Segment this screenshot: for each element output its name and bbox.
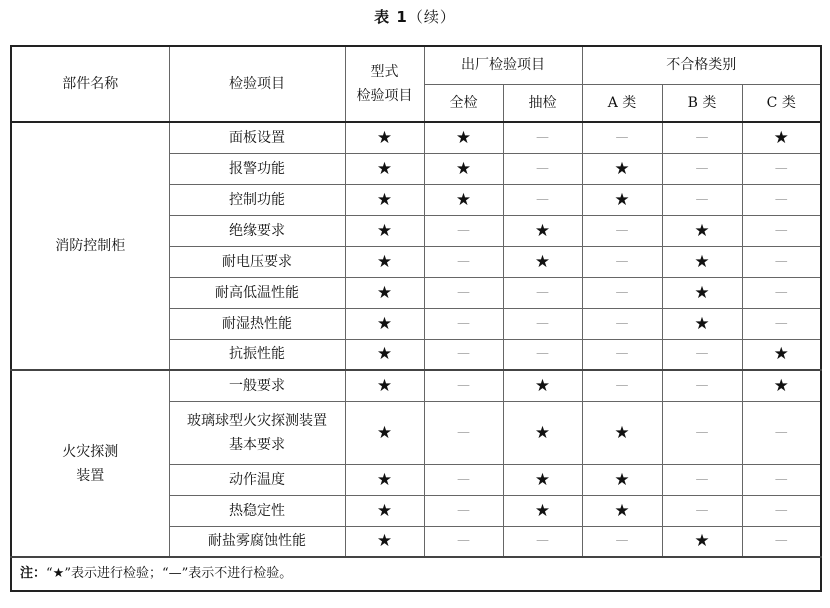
- class-b-cell: —: [662, 153, 742, 184]
- item-cell: 耐盐雾腐蚀性能: [169, 526, 345, 557]
- note-row: [11, 557, 821, 591]
- sample-test-cell: —: [503, 277, 582, 308]
- note-text-2: ”表示不进行检验。: [181, 566, 293, 581]
- note-star-symbol: ★: [52, 566, 65, 581]
- type-test-cell: ★: [345, 401, 424, 464]
- header-type-test-line1: 型式: [370, 64, 399, 80]
- class-a-cell: ★: [582, 495, 662, 526]
- full-test-cell: —: [424, 401, 503, 464]
- type-test-cell: ★: [345, 495, 424, 526]
- sample-test-cell: ★: [503, 246, 582, 277]
- type-test-cell: ★: [345, 215, 424, 246]
- note-dash-symbol: —: [168, 566, 182, 581]
- type-test-cell: ★: [345, 277, 424, 308]
- item-cell: 控制功能: [169, 184, 345, 215]
- class-a-cell: —: [582, 246, 662, 277]
- group-name-line2: 装置: [76, 467, 105, 484]
- sample-test-cell: —: [503, 308, 582, 339]
- class-b-cell: —: [662, 122, 742, 153]
- type-test-cell: ★: [345, 339, 424, 370]
- class-c-cell: —: [742, 464, 821, 495]
- item-cell: 耐湿热性能: [169, 308, 345, 339]
- class-b-cell: —: [662, 401, 742, 464]
- full-test-cell: ★: [424, 122, 503, 153]
- header-sample-test: 抽检: [503, 84, 582, 122]
- class-b-cell: ★: [662, 277, 742, 308]
- full-test-cell: —: [424, 215, 503, 246]
- sample-test-cell: ★: [503, 215, 582, 246]
- class-a-cell: —: [582, 122, 662, 153]
- class-c-cell: —: [742, 277, 821, 308]
- group-name-cabinet: 消防控制柜: [11, 122, 169, 370]
- item-cell: 耐电压要求: [169, 246, 345, 277]
- class-a-cell: ★: [582, 464, 662, 495]
- full-test-cell: —: [424, 277, 503, 308]
- sample-test-cell: —: [503, 526, 582, 557]
- item-line2: 基本要求: [229, 436, 285, 453]
- note-label: 注：: [20, 566, 47, 581]
- class-a-cell: ★: [582, 153, 662, 184]
- class-c-cell: ★: [742, 122, 821, 153]
- class-a-cell: ★: [582, 184, 662, 215]
- item-cell: 报警功能: [169, 153, 345, 184]
- table-note: [11, 557, 821, 591]
- item-cell: [169, 401, 345, 464]
- class-b-cell: ★: [662, 215, 742, 246]
- full-test-cell: ★: [424, 153, 503, 184]
- class-b-cell: —: [662, 184, 742, 215]
- class-a-cell: —: [582, 308, 662, 339]
- class-b-cell: —: [662, 370, 742, 401]
- table-row: [11, 370, 821, 401]
- full-test-cell: —: [424, 526, 503, 557]
- class-b-cell: —: [662, 464, 742, 495]
- item-cell: 热稳定性: [169, 495, 345, 526]
- header-full-test: 全检: [424, 84, 503, 122]
- class-c-cell: —: [742, 495, 821, 526]
- class-c-cell: —: [742, 184, 821, 215]
- header-class-b: B 类: [662, 84, 742, 122]
- class-c-cell: —: [742, 401, 821, 464]
- item-cell: 动作温度: [169, 464, 345, 495]
- full-test-cell: —: [424, 464, 503, 495]
- item-cell: 抗振性能: [169, 339, 345, 370]
- class-b-cell: —: [662, 339, 742, 370]
- sample-test-cell: —: [503, 122, 582, 153]
- class-a-cell: —: [582, 370, 662, 401]
- class-a-cell: —: [582, 526, 662, 557]
- sample-test-cell: ★: [503, 495, 582, 526]
- sample-test-cell: ★: [503, 401, 582, 464]
- type-test-cell: ★: [345, 370, 424, 401]
- sample-test-cell: ★: [503, 370, 582, 401]
- class-a-cell: —: [582, 277, 662, 308]
- full-test-cell: —: [424, 246, 503, 277]
- header-class-c: C 类: [742, 84, 821, 122]
- header-nonconform: 不合格类别: [582, 46, 821, 84]
- full-test-cell: ★: [424, 184, 503, 215]
- table-caption: [0, 6, 830, 28]
- table-continued-mark: （续）: [407, 8, 456, 26]
- sample-test-cell: —: [503, 339, 582, 370]
- group-name-detector: [11, 370, 169, 557]
- class-a-cell: ★: [582, 401, 662, 464]
- class-c-cell: —: [742, 246, 821, 277]
- item-cell: 一般要求: [169, 370, 345, 401]
- header-row-1: [11, 46, 821, 84]
- sample-test-cell: ★: [503, 464, 582, 495]
- header-type-test-line2: 检验项目: [356, 88, 413, 104]
- item-cell: 面板设置: [169, 122, 345, 153]
- type-test-cell: ★: [345, 184, 424, 215]
- sample-test-cell: —: [503, 184, 582, 215]
- class-c-cell: —: [742, 215, 821, 246]
- class-c-cell: ★: [742, 339, 821, 370]
- inspection-table: [10, 45, 822, 592]
- item-cell: 绝缘要求: [169, 215, 345, 246]
- header-type-test: [345, 46, 424, 122]
- class-a-cell: —: [582, 215, 662, 246]
- item-line1: 玻璃球型火灾探测装置: [187, 412, 327, 429]
- note-text-1: ”表示进行检验；“: [64, 566, 169, 581]
- class-c-cell: ★: [742, 370, 821, 401]
- table-number: 表 1: [374, 8, 408, 26]
- header-item: 检验项目: [169, 46, 345, 122]
- sample-test-cell: —: [503, 153, 582, 184]
- type-test-cell: ★: [345, 526, 424, 557]
- full-test-cell: —: [424, 339, 503, 370]
- type-test-cell: ★: [345, 246, 424, 277]
- type-test-cell: ★: [345, 122, 424, 153]
- item-cell: 耐高低温性能: [169, 277, 345, 308]
- class-b-cell: ★: [662, 246, 742, 277]
- header-part-name: 部件名称: [11, 46, 169, 122]
- full-test-cell: —: [424, 308, 503, 339]
- class-c-cell: —: [742, 526, 821, 557]
- full-test-cell: —: [424, 370, 503, 401]
- type-test-cell: ★: [345, 308, 424, 339]
- group-name-line1: 火灾探测: [62, 443, 119, 460]
- class-a-cell: —: [582, 339, 662, 370]
- header-factory-test: 出厂检验项目: [424, 46, 582, 84]
- type-test-cell: ★: [345, 153, 424, 184]
- class-c-cell: —: [742, 153, 821, 184]
- class-c-cell: —: [742, 308, 821, 339]
- class-b-cell: —: [662, 495, 742, 526]
- class-b-cell: ★: [662, 526, 742, 557]
- type-test-cell: ★: [345, 464, 424, 495]
- header-class-a: A 类: [582, 84, 662, 122]
- full-test-cell: —: [424, 495, 503, 526]
- table-row: [11, 122, 821, 153]
- note-quote-open: “: [46, 566, 53, 581]
- class-b-cell: ★: [662, 308, 742, 339]
